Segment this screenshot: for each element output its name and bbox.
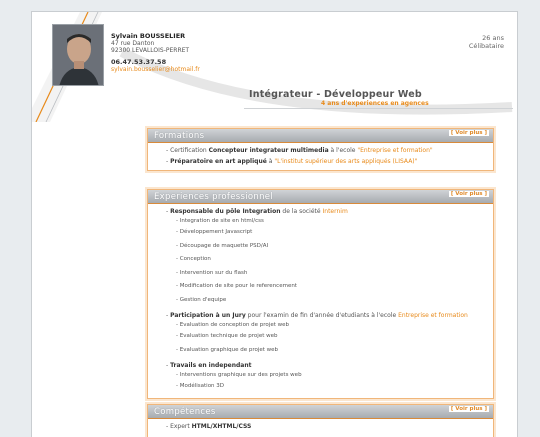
list-item: - Expert HTML/XHTML/CSS [166, 423, 252, 430]
experiences-header [148, 190, 493, 204]
section-title: Experiences professionnel [154, 192, 273, 202]
contact-block [111, 33, 200, 73]
competences-section [147, 404, 494, 437]
list-item: - Préparatoire en art appliqué à "L'institut supérieur des arts appliqués (LISAA)" [166, 158, 418, 165]
experience-group: - Participation à un Jury pour l'examin de fin d'année d'etudiants à l'ecole Entreprise et formation - Evaluation de conception de projet web - Evaluation technique de projet web - Evaluation graphique de projet web [166, 312, 487, 357]
sub-item: - Conception [176, 256, 211, 262]
sub-item: - Découpage de maquette PSD/AI [176, 242, 269, 249]
profile-photo [52, 24, 104, 86]
sub-item: - Integration de site en html/css [176, 218, 264, 224]
title-divider [244, 108, 513, 109]
see-more-link[interactable]: [ Voir plus ] [450, 406, 487, 412]
sub-item: - Evaluation technique de projet web [176, 333, 278, 339]
personal-info [469, 34, 504, 50]
experience-group: - Travails en independant - Interventions graphique sur des projets web - Modélisation 3D [166, 362, 487, 394]
address-street: 47 rue Danton [111, 40, 155, 47]
person-name: Sylvain BOUSSELIER [111, 32, 186, 40]
address-city: 92300 LEVALLOIS-PERRET [111, 47, 190, 54]
sub-item: - Développement Javascript [176, 229, 253, 235]
section-title: Formations [154, 131, 205, 141]
sub-item: - Intervention sur du flash [176, 269, 248, 276]
page-subtitle: 4 ans d'experiences en agences [321, 100, 429, 107]
formations-section [147, 128, 494, 171]
email-link[interactable]: sylvain.bousselier@hotmail.fr [111, 66, 200, 73]
sub-item: - Interventions graphique sur des projets web [176, 372, 302, 378]
marital-status: Célibataire [468, 42, 504, 50]
experience-group: - Responsable du pôle Integration de la société Internim - Integration de site en html/css - Développement Javascript - Découpage de maquette PSD/AI - Conception - Intervention sur du flash - Modification de site pour le referencement - Gestion d'equipe [166, 208, 487, 307]
list-item: - Certification Concepteur integrateur multimedia à l'ecole "Entreprise et formation" [166, 147, 433, 154]
section-title: Compétences [154, 407, 216, 417]
page-title: Intégrateur - Développeur Web [249, 89, 422, 100]
decorative-swoosh [32, 12, 518, 122]
phone-number: 06.47.53.37.58 [111, 58, 167, 66]
sub-item: - Evaluation graphique de projet web [176, 346, 279, 353]
sub-item: - Modification de site pour le referencement [176, 283, 297, 289]
sub-item: - Modélisation 3D [176, 383, 225, 389]
experiences-section [147, 189, 494, 399]
formations-header [148, 129, 493, 143]
see-more-link[interactable]: [ Voir plus ] [450, 191, 487, 197]
age-text: 26 ans [482, 34, 504, 42]
sub-item: - Gestion d'equipe [176, 296, 227, 303]
cv-page [31, 11, 518, 437]
see-more-link[interactable]: [ Voir plus ] [450, 130, 487, 136]
competences-header [148, 405, 493, 419]
sub-item: - Evaluation de conception de projet web [176, 322, 289, 328]
